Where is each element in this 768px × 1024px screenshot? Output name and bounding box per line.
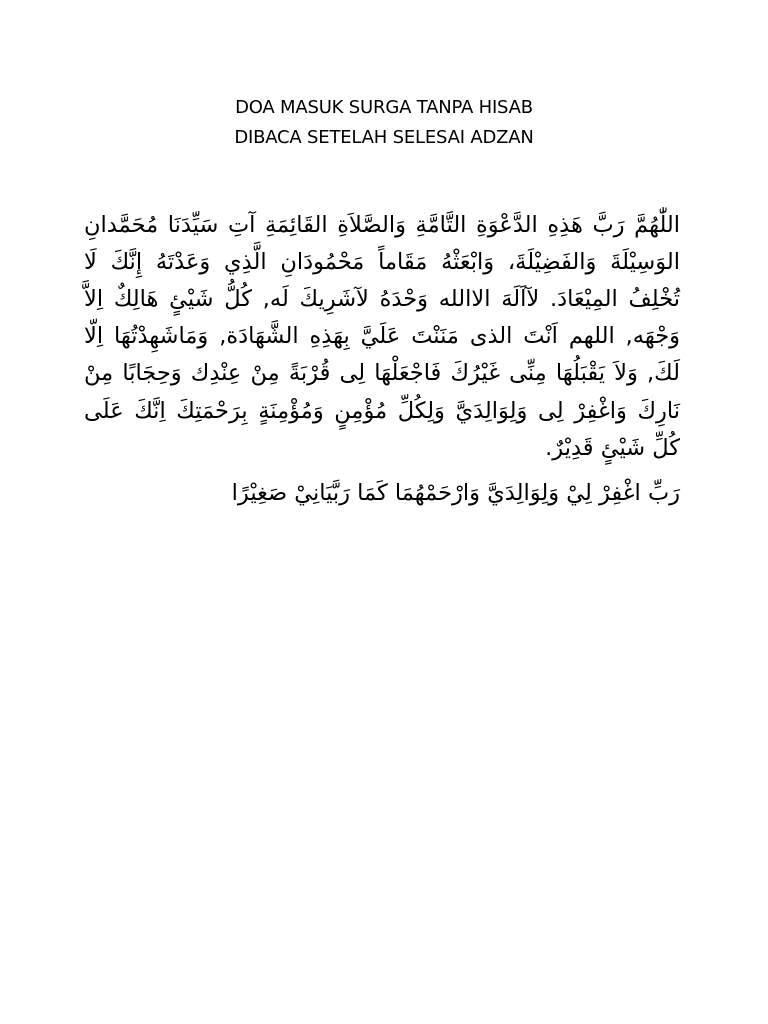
title-line-1: DOA MASUK SURGA TANPA HISAB	[235, 97, 533, 118]
title-line-2: DIBACA SETELAH SELESAI ADZAN	[234, 127, 534, 148]
document-title	[0, 93, 768, 153]
closing-prayer: رَبِّ اغْفِرْ لِيْ وَلِوَالِدَيَّ وَارْحَمْهُمَا كَمَا رَبَّيَانِيْ صَغِيْرًا	[231, 479, 680, 506]
prayer-paragraph: اللّٰهُمَّ رَبَّ هَذِهِ الدَّعْوَةِ التَّامَّةِ وَالصَّلاَةِ القَائِمَةِ آتِ سَيِّدَنَا مُحَمَّدانِ الوَسِيْلَةَ وَالفَضِيْلَةَ، وَابْعَثْهُ مَقَاماً مَحْمُودَانِ الَّذِي وَعَدْتَهُ إِنَّكَ لَا تُخْلِفُ المِيْعَادَ. لآاَلَهَ الاالله وَحْدَهُ لآشَرِيكَ لَه, كُلُّ شَيْئٍ هَالِكٌ اِلاَّ وَجْهَه, اللهم اَنْتَ الذى مَنَنْتَ عَلَيَّ بِهَذِهِ الشَّهَادَة, وَمَاشَهِدْتُهَا اِلّا لَكَ, وَلاَ يَقْبَلُهَا مِنِّى غَيْرُكَ فَاجْعَلْهَا لِى قُرْبَةً مِنْ عِنْدِك وَحِجَابًا مِنْ نَارِكَ وَاغْفِرْ لِى وَلِوَالِدَيَّ وَلِكُلِّ مُؤْمِنٍ وَمُؤْمِنَةٍ بِرَحْمَتِكَ اِنَّكَ عَلَى كُلِّ شَيْئٍ قَدِيْرٌ.	[84, 211, 680, 461]
